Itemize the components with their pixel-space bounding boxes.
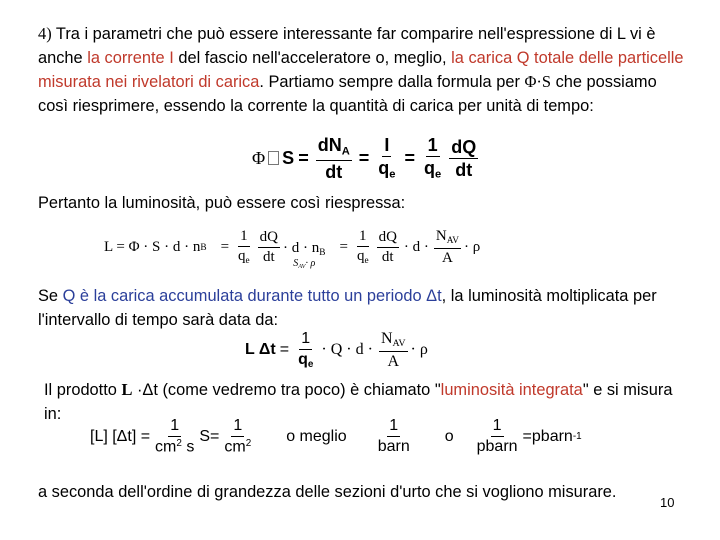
sup: 2 bbox=[176, 438, 182, 449]
under: S bbox=[293, 257, 299, 269]
fraction-nav-a bbox=[434, 229, 461, 266]
fraction-1-cm2s bbox=[153, 418, 196, 455]
one: 1 bbox=[427, 135, 438, 155]
mid: · Q · d · bbox=[321, 341, 373, 359]
sub: AV bbox=[298, 262, 306, 270]
sub: e bbox=[245, 255, 250, 266]
n: N bbox=[380, 330, 393, 347]
paragraph-intro bbox=[38, 22, 688, 118]
q: q bbox=[298, 351, 308, 368]
phi-symbol: Φ bbox=[252, 147, 266, 168]
dt: dt bbox=[263, 249, 275, 266]
i: I bbox=[384, 135, 390, 155]
q: q bbox=[424, 158, 436, 178]
phi-s-symbol: Φ·S bbox=[524, 72, 552, 91]
cm: cm bbox=[224, 438, 246, 456]
fraction-1-qe bbox=[422, 136, 443, 181]
sub: e bbox=[435, 168, 442, 181]
s: s bbox=[181, 438, 195, 456]
q: q bbox=[378, 158, 390, 178]
fraction-i-qe bbox=[376, 136, 397, 181]
text: e si misura in: bbox=[44, 381, 673, 423]
s-symbol: S bbox=[199, 427, 211, 445]
o-meglio: o meglio bbox=[286, 427, 347, 445]
sub: B bbox=[319, 248, 326, 259]
lhs: L Δt bbox=[245, 341, 276, 359]
text: Il prodotto bbox=[44, 381, 122, 399]
item-number: 4) bbox=[38, 24, 52, 43]
highlight-carica: la carica Q totale delle particelle misurata nei rivelatori di carica bbox=[38, 48, 684, 91]
fraction-1-qe bbox=[296, 331, 315, 370]
sup: 2 bbox=[245, 438, 252, 449]
rho: · ρ bbox=[410, 341, 428, 359]
quote: " bbox=[434, 381, 441, 399]
text: che possiamo così riesprimere, essendo la corrente la quantità di carica per unità di tempo: bbox=[38, 73, 657, 115]
sub: B bbox=[200, 242, 207, 253]
sub: AV bbox=[392, 337, 406, 349]
dq: dQ bbox=[258, 230, 280, 248]
highlight-corrente: la corrente I bbox=[87, 48, 174, 67]
s-symbol: S bbox=[282, 147, 295, 168]
highlight-q-period: Q è la carica accumulata durante tutto un periodo Δt bbox=[62, 287, 442, 305]
equals: = bbox=[210, 427, 220, 445]
one: 1 bbox=[491, 418, 504, 437]
sub: e bbox=[389, 168, 396, 181]
text: a seconda dell'ordine di grandezza delle sezioni d'urto che si vogliono misurare. bbox=[38, 483, 617, 501]
one: 1 bbox=[387, 418, 400, 437]
barn: barn bbox=[377, 438, 410, 456]
dt: dt bbox=[381, 249, 394, 266]
q: q bbox=[356, 248, 365, 264]
fraction-nav-a bbox=[379, 331, 408, 370]
mid: · d · n bbox=[283, 240, 320, 257]
fraction-dq-dt bbox=[377, 230, 399, 265]
one: 1 bbox=[231, 418, 244, 437]
cm: cm bbox=[155, 438, 177, 456]
equals: = bbox=[220, 239, 230, 256]
fraction-dq-dt bbox=[449, 138, 478, 179]
equation-luminosity bbox=[104, 228, 481, 270]
text: del fascio nell'acceleratore o, meglio, bbox=[173, 48, 452, 67]
fraction-1-cm2 bbox=[222, 418, 253, 455]
one: 1 bbox=[238, 229, 250, 247]
dt: dt bbox=[325, 161, 343, 182]
text: ·Δt (come vedremo tra poco) è chiamato bbox=[132, 381, 435, 399]
fraction-1-pbarn bbox=[475, 418, 520, 455]
l-symbol: L bbox=[121, 380, 133, 399]
a: A bbox=[442, 250, 453, 267]
dt: dt bbox=[455, 159, 473, 180]
one: 1 bbox=[299, 331, 312, 350]
highlight-luminosita-integrata: luminosità integrata bbox=[440, 381, 583, 399]
equals: = bbox=[358, 147, 370, 168]
lhs: [L] [Δt] = bbox=[90, 427, 151, 445]
a: A bbox=[387, 352, 400, 370]
one: 1 bbox=[357, 229, 369, 247]
text: Tra i parametri che può essere interessante far comparire nell'espressione di L vi è anche bbox=[38, 25, 656, 67]
dq: dQ bbox=[451, 136, 477, 157]
text: Pertanto la luminosità, può essere così riespressa: bbox=[38, 194, 406, 212]
q: q bbox=[238, 248, 246, 264]
text: . Partiamo sempre dalla formula per bbox=[259, 73, 525, 91]
one: 1 bbox=[168, 418, 181, 437]
paragraph-integrated bbox=[38, 285, 688, 332]
sup: -1 bbox=[572, 431, 582, 443]
fraction-dq-dt bbox=[258, 230, 280, 265]
rhs: =pbarn bbox=[522, 427, 573, 445]
nb-with-underbrace bbox=[283, 241, 325, 269]
placeholder-box-icon bbox=[268, 151, 279, 165]
paragraph-luminosity bbox=[38, 192, 405, 216]
equation-flux bbox=[252, 136, 481, 181]
fraction-1-barn bbox=[376, 418, 412, 455]
pbarn: pbarn bbox=[476, 438, 518, 456]
sub: AV bbox=[446, 235, 459, 246]
lhs: L = Φ · S · d · n bbox=[104, 239, 201, 256]
equals: = bbox=[339, 239, 348, 256]
equals: = bbox=[404, 147, 416, 168]
mid: · d · bbox=[403, 239, 429, 256]
equals: = bbox=[279, 341, 290, 359]
o: o bbox=[444, 427, 454, 445]
equation-l-dt bbox=[245, 331, 428, 370]
equals: = bbox=[298, 147, 309, 168]
rho: · ρ bbox=[464, 239, 481, 256]
fraction-1-qe bbox=[355, 229, 371, 266]
text: , la luminosità moltiplicata per l'intervallo di tempo sarà data da: bbox=[38, 287, 657, 329]
sub: e bbox=[307, 358, 314, 370]
page-number: 10 bbox=[660, 495, 675, 510]
equation-units bbox=[90, 418, 582, 455]
under-rho: · ρ bbox=[305, 257, 316, 269]
dn: dN bbox=[317, 135, 342, 155]
fraction-dna-dt bbox=[316, 136, 352, 181]
sub: A bbox=[341, 145, 350, 158]
n: N bbox=[435, 228, 447, 244]
paragraph-closing bbox=[38, 481, 648, 505]
dq: dQ bbox=[377, 230, 399, 248]
quote: " bbox=[582, 381, 589, 399]
sub: e bbox=[364, 255, 369, 266]
text: Se bbox=[38, 287, 63, 305]
fraction-1-qe bbox=[236, 229, 252, 266]
